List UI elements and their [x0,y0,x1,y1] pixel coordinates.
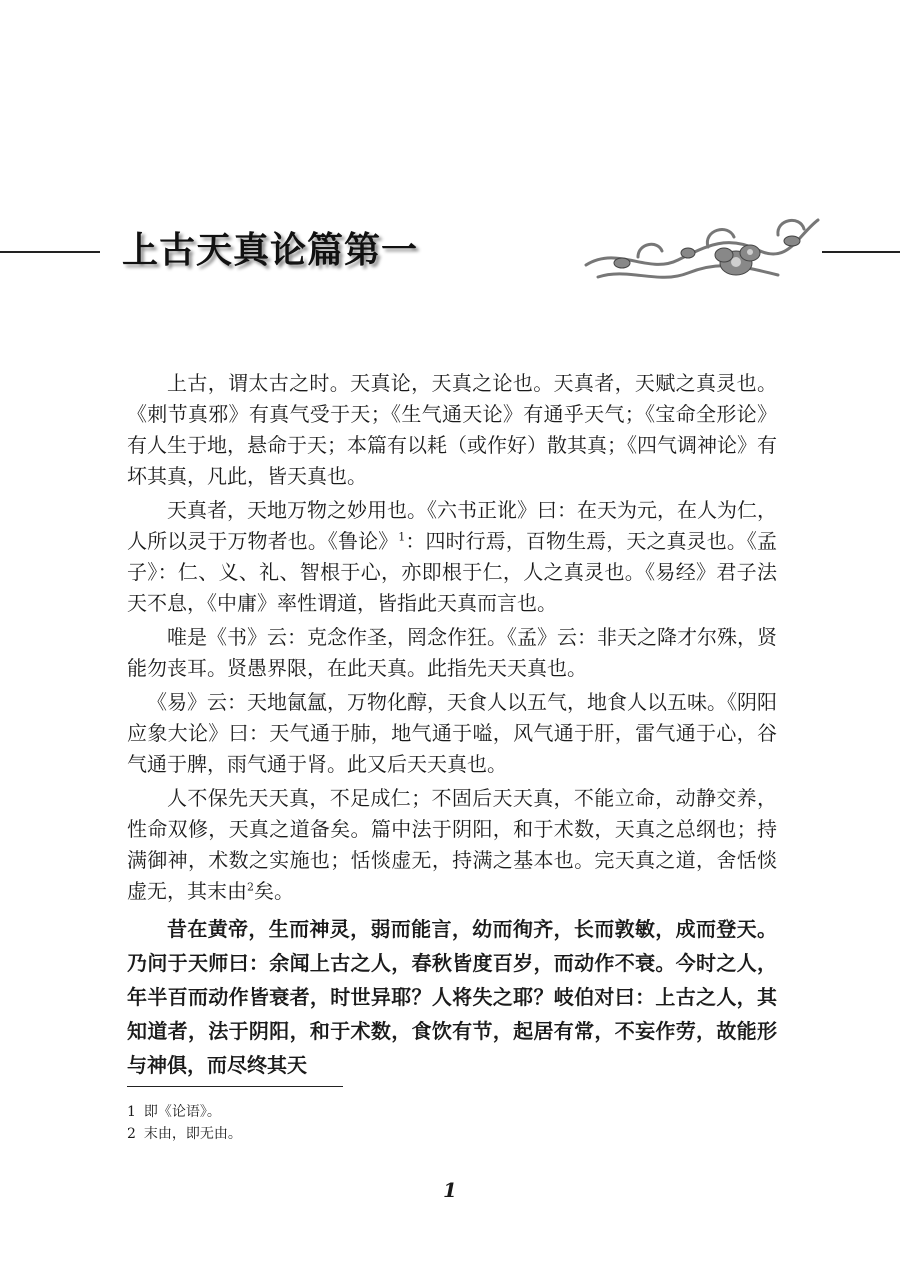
paragraph: 《易》云：天地氤氲，万物化醇，天食人以五气，地食人以五味。《阴阳应象大论》曰：天气通于肺，地气通于嗌，风气通于肝，雷气通于心，谷气通于脾，雨气通于肾。此又后天天真也。 [127,690,777,776]
paragraph: 上古，谓太古之时。天真论，天真之论也。天真者，天赋之真灵也。《刺节真邪》有真气受于天；《生气通天论》有通乎天气；《宝命全形论》有人生于地，悬命于天；本篇有以耗（或作好）散其真；《四气调神论》有坏其真，凡此，皆天真也。 [127,371,777,488]
header-rule-left [0,251,100,253]
commentary-body [127,368,777,1082]
footnote: 2 末由，即无由。 [127,1126,242,1142]
floral-ornament-icon [578,205,824,289]
footnote: 1 即《论语》。 [127,1104,221,1120]
footnotes [127,1101,777,1145]
footnote-ref: 1 [398,530,406,544]
header-rule-right [822,251,900,253]
classic-text-paragraph: 昔在黄帝，生而神灵，弱而能言，幼而徇齐，长而敦敏，成而登天。乃问于天师曰：余闻上古之人，春秋皆度百岁，而动作不衰。今时之人，年半百而动作皆衰者，时世异耶？人将失之耶？岐伯对曰：上古之人，其知道者，法于阴阳，和于术数，食饮有节，起居有常，不妄作劳，故能形与神俱，而尽终其天 [127,917,777,1077]
footnote-rule [127,1086,343,1087]
paragraph: 人不保先天天真，不足成仁；不固后天天真，不能立命，动静交养，性命双修，天真之道备矣。篇中法于阴阳，和于术数，天真之总纲也；持满御神，术数之实施也；恬惔虚无，持满之基本也。完天真之道，舍恬惔虚无，其末由$^2$矣。 [127,786,777,903]
page-number: 1 [443,1178,457,1202]
paragraph: 天真者，天地万物之妙用也。《六书正讹》曰：在天为元，在人为仁，人所以灵于万物者也。《鲁论》$^1$：四时行焉，百物生焉，天之真灵也。《孟子》：仁、义、礼、智根于心，亦即根于仁，人之真灵也。《易经》君子法天不息，《中庸》率性谓道，皆指此天真而言也。 [127,498,778,615]
chapter-title: 上古天真论篇第一 [122,230,419,271]
footnote-ref: 2 [247,880,254,894]
paragraph: 唯是《书》云：克念作圣，罔念作狂。《孟》云：非天之降才尔殊，贤能勿丧耳。贤愚界限，在此天真。此指先天天真也。 [127,625,777,680]
